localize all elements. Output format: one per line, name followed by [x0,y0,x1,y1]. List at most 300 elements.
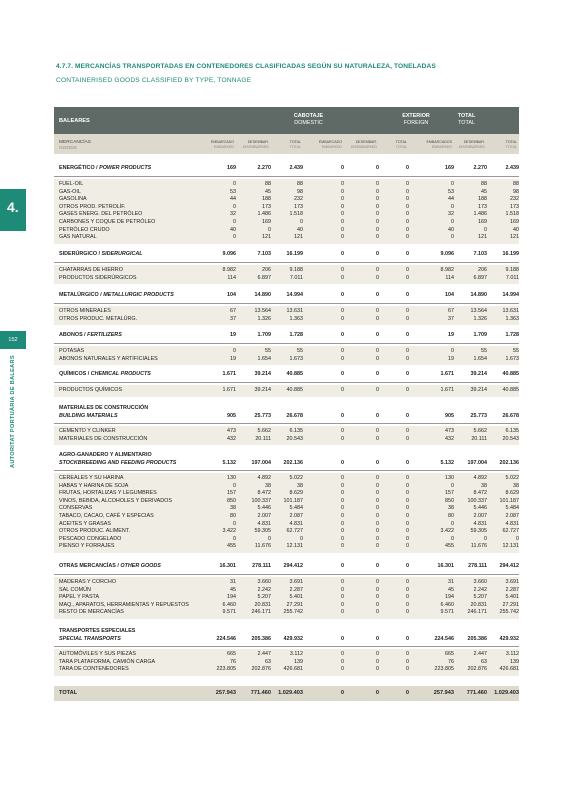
value-cell: 0 [341,635,344,642]
value-cell: 121 [262,234,271,241]
value-cell: 1.671 [440,387,454,393]
value-cell: 278.111 [468,563,487,569]
value-cell: 19 [230,332,236,338]
value-cell: 4.831 [257,520,271,527]
value-cell: 2.447 [257,651,271,657]
value-cell: 45 [265,188,271,195]
value-cell: 20.543 [286,435,303,442]
value-cell: 59.305 [254,528,271,535]
value-cell: 205.386 [467,635,487,642]
value-cell: 55 [297,348,303,354]
value-cell: 6.897 [473,274,487,281]
value-cell: 665 [445,651,454,657]
value-cell: 0 [341,475,344,481]
value-cell: 205.386 [251,635,271,642]
item-label: PRODUCTOS SIDERÚRGICOS [59,274,137,281]
value-cell: 0 [341,594,344,601]
value-cell: 0 [451,520,454,527]
value-cell: 0 [516,535,519,542]
value-cell: 0 [341,226,344,233]
value-cell: 20.831 [254,601,271,608]
table-row [54,587,519,595]
value-cell: 169 [262,219,271,225]
value-cell: 67 [448,308,454,314]
category-row [54,332,519,340]
value-cell: 0 [406,211,409,218]
value-cell: 39.214 [254,371,271,377]
value-cell: 0 [376,586,379,593]
value-cell: 100.337 [251,497,271,504]
value-cell: 0 [376,355,379,362]
value-cell: 0 [406,234,409,241]
value-cell: 7.103 [257,251,271,257]
value-cell: 0 [233,234,236,241]
value-cell: 0 [341,543,344,550]
value-cell: 2.087 [289,513,303,519]
value-cell: 1.363 [505,315,519,322]
value-cell: 905 [227,412,236,419]
value-cell: 2.447 [473,651,487,657]
value-cell: 0 [406,292,409,298]
row-label-en: GOODS [59,146,77,151]
value-cell: 26.678 [502,412,519,419]
value-cell: 0 [406,528,409,535]
value-cell: 0 [341,651,344,657]
value-cell: 432 [445,435,454,442]
value-cell: 13.631 [286,308,303,314]
value-cell: 0 [233,520,236,527]
column-header-en: DISEMBARKED [242,145,269,149]
column-header-en: DISEMBARKED [458,145,485,149]
category-divider [54,176,519,177]
value-cell: 1.728 [505,332,519,338]
value-cell: 12.131 [286,543,303,550]
value-cell: 1.363 [289,315,303,322]
table-row [54,536,519,544]
value-cell: 5.207 [257,594,271,601]
value-cell: 0 [376,308,379,314]
value-cell: 88 [265,181,271,187]
value-cell: 0 [376,505,379,512]
value-cell: 0 [341,219,344,225]
value-cell: 157 [445,490,454,497]
value-cell: 194 [445,594,454,601]
table-row [54,490,519,498]
total-row [54,686,519,701]
value-cell: 4.892 [473,475,487,481]
value-cell: 0 [376,267,379,273]
value-cell: 2.242 [257,586,271,593]
value-cell: 0 [376,482,379,489]
value-cell: 0 [406,355,409,362]
value-cell: 197.004 [467,459,487,466]
table-row [54,543,519,551]
value-cell: 9.188 [505,267,519,273]
value-cell: 130 [445,475,454,481]
category-label [59,628,135,643]
value-cell: 169 [445,165,454,171]
category-label-en: METALLURGIC PRODUCTS [103,292,174,298]
value-cell: 0 [406,165,409,171]
value-cell: 0 [341,292,344,298]
value-cell: 121 [478,234,487,241]
value-cell: 39.214 [470,371,487,377]
value-cell: 173 [294,203,303,210]
value-cell: 1.673 [505,355,519,362]
table-row [54,505,519,513]
value-cell: 169 [510,219,519,225]
value-cell: 5.207 [473,594,487,601]
value-cell: 45 [448,586,454,593]
item-label: HABAS Y HARINA DE SOJA [59,482,129,489]
value-cell: 0 [484,535,487,542]
value-cell: 0 [451,234,454,241]
value-cell: 39.214 [470,387,487,393]
value-cell: 157 [227,490,236,497]
value-cell: 19 [448,355,454,362]
value-cell: 0 [268,226,271,233]
total-value: 1.029.403 [278,690,303,696]
value-cell: 0 [341,586,344,593]
value-cell: 0 [451,181,454,187]
value-cell: 1.518 [505,211,519,218]
value-cell: 0 [406,459,409,466]
table-row [54,609,519,617]
value-cell: 455 [227,543,236,550]
value-cell: 224.546 [434,635,454,642]
value-cell: 44 [230,196,236,203]
value-cell: 0 [451,535,454,542]
value-cell: 20.111 [255,435,271,442]
value-cell: 0 [341,435,344,442]
value-cell: 0 [406,332,409,338]
value-cell: 6.135 [505,428,519,434]
value-cell: 232 [510,196,519,203]
value-cell: 0 [451,203,454,210]
total-value: 771.460 [466,690,487,696]
table-row [54,189,519,197]
table-row [54,659,519,667]
item-label: PAPEL Y PASTA [59,594,100,601]
value-cell: 0 [406,181,409,187]
table-row [54,316,519,324]
table-row [54,181,519,189]
value-cell: 1.671 [222,387,236,393]
category-row [54,371,519,379]
item-label: GAS NATURAL [59,234,97,241]
group-header-domestic [256,113,361,127]
value-cell: 2.007 [473,513,487,519]
value-cell: 19 [448,332,454,338]
value-cell: 0 [376,196,379,203]
value-cell: 223.805 [216,666,236,673]
value-cell: 0 [341,412,344,419]
value-cell: 0 [376,226,379,233]
category-divider [54,646,519,647]
value-cell: 169 [227,165,236,171]
item-label: PIENSO Y FORRAJES [59,543,115,550]
category-row [54,452,519,467]
column-header-es: DESEMBAR. [247,140,269,144]
value-cell: 202.136 [499,459,519,466]
category-row [54,628,519,643]
value-cell: 1.709 [257,332,271,338]
group-label-en: DOMESTIC [294,120,323,126]
value-cell: 455 [445,543,454,550]
value-cell: 3.660 [473,579,487,585]
table-row [54,356,519,364]
value-cell: 206 [262,267,271,273]
item-label: TABACO, CACAO, CAFÉ Y ESPECIAS [59,513,154,519]
value-cell: 278.111 [252,563,271,569]
value-cell: 0 [406,196,409,203]
group-label-es: EXTERIOR [402,113,430,119]
value-cell: 173 [510,203,519,210]
value-cell: 27.291 [502,601,519,608]
value-cell: 0 [376,412,379,419]
value-cell: 432 [227,435,236,442]
value-cell: 0 [376,666,379,673]
table-row [54,211,519,219]
column-header-es: TOTAL [505,140,517,144]
category-label [59,251,143,259]
value-cell: 0 [406,251,409,257]
value-cell: 255.742 [499,609,519,616]
value-cell: 0 [341,315,344,322]
item-label: TARA PLATAFORMA, CAMIÓN CARGA [59,658,156,665]
value-cell: 0 [406,475,409,481]
value-cell: 20.543 [502,435,519,442]
value-cell: 0 [376,332,379,338]
value-cell: 20.111 [471,435,487,442]
value-cell: 121 [294,234,303,241]
item-label: VINOS, BEBIDA, ALCOHOLES Y DERIVADOS [59,497,172,504]
value-cell: 0 [376,435,379,442]
total-value: 771.460 [250,690,271,696]
value-cell: 45 [230,586,236,593]
value-cell: 2.270 [473,165,487,171]
value-cell: 0 [341,535,344,542]
row-label-es: MERCANCÍAS [59,140,91,145]
table-row [54,498,519,506]
value-cell: 55 [265,348,271,354]
value-cell: 8.472 [257,490,271,497]
table-row [54,594,519,602]
value-cell: 13.564 [470,308,487,314]
chapter-number: 4. [7,199,19,215]
value-cell: 139 [510,658,519,665]
value-cell: 0 [406,412,409,419]
value-cell: 246.171 [467,609,487,616]
column-header-es: TOTAL [395,140,407,144]
value-cell: 98 [297,188,303,195]
value-cell: 88 [297,181,303,187]
table-row [54,475,519,483]
total-value: 0 [375,690,379,696]
value-cell: 0 [406,428,409,434]
total-value: 257.943 [433,690,454,696]
value-cell: 0 [376,475,379,481]
value-cell: 40.885 [286,371,303,377]
value-cell: 3.422 [440,528,454,535]
value-cell: 53 [448,188,454,195]
value-cell: 0 [406,308,409,314]
value-cell: 0 [233,535,236,542]
value-cell: 31 [448,579,454,585]
category-divider [54,303,519,304]
value-cell: 1.486 [473,211,487,218]
value-cell: 0 [376,543,379,550]
table-row [54,483,519,491]
value-cell: 45 [481,188,487,195]
value-cell: 0 [341,332,344,338]
column-header-en: TOTAL [289,145,301,149]
value-cell: 7.011 [505,274,519,281]
category-label [59,165,151,173]
value-cell: 40.885 [286,387,303,393]
category-label-es: ENERGÉTICO / [59,165,100,171]
item-label: ABONOS NATURALES Y ARTIFICIALES [59,355,158,362]
value-cell: 0 [406,219,409,225]
value-cell: 40 [448,226,454,233]
value-cell: 0 [406,513,409,519]
value-cell: 0 [406,520,409,527]
category-divider [54,574,519,575]
value-cell: 0 [376,203,379,210]
value-cell: 16.199 [286,251,303,257]
value-cell: 0 [376,651,379,657]
value-cell: 169 [478,219,487,225]
category-label-en: OTHER GOODS [120,563,161,569]
page-number: 152 [0,331,26,349]
value-cell: 232 [294,196,303,203]
value-cell: 80 [448,513,454,519]
table-row [54,267,519,275]
total-label: TOTAL [59,690,78,696]
value-cell: 0 [406,505,409,512]
value-cell: 2.242 [473,586,487,593]
table-row [54,387,519,395]
value-cell: 0 [233,482,236,489]
value-cell: 850 [445,497,454,504]
value-cell: 25.773 [254,412,271,419]
value-cell: 9.096 [440,251,454,257]
value-cell: 55 [513,348,519,354]
value-cell: 0 [341,513,344,519]
item-label: TARA DE CONTENEDORES [59,666,129,673]
value-cell: 1.326 [257,315,271,322]
value-cell: 0 [341,355,344,362]
value-cell: 3.691 [289,579,303,585]
value-cell: 0 [376,428,379,434]
total-value: 257.943 [215,690,236,696]
table-row [54,513,519,521]
value-cell: 0 [341,267,344,273]
value-cell: 101.187 [283,497,303,504]
value-cell: 0 [341,234,344,241]
table-row [54,436,519,444]
value-cell: 19 [230,355,236,362]
value-cell: 0 [376,292,379,298]
value-cell: 0 [341,308,344,314]
category-divider [54,470,519,471]
value-cell: 1.326 [473,315,487,322]
column-header [479,140,517,150]
item-label: GAS-OIL [59,188,81,195]
category-label-es: QUÍMICOS / [59,371,91,377]
value-cell: 0 [406,387,409,393]
value-cell: 0 [341,601,344,608]
value-cell: 0 [376,371,379,377]
value-cell: 14.890 [254,292,271,298]
column-header [304,140,342,150]
value-cell: 0 [341,196,344,203]
item-label: PETRÓLEO CRUDO [59,226,110,233]
value-cell: 173 [262,203,271,210]
value-cell: 0 [406,274,409,281]
column-header-es: EMBARCADO [318,140,342,144]
category-label-en: FERTILIZERS [87,332,122,338]
value-cell: 0 [406,490,409,497]
value-cell: 31 [230,579,236,585]
item-label: OTROS PROD. PETROLÍF. [59,203,126,210]
value-cell: 0 [376,181,379,187]
value-cell: 0 [406,535,409,542]
category-label-en: BUILDING MATERIALS [59,412,118,419]
value-cell: 5.446 [473,505,487,512]
column-header-en: EMBARKED [431,145,452,149]
value-cell: 0 [341,520,344,527]
item-label: AUTOMÓVILES Y SUS PIEZAS [59,651,136,657]
table-row [54,275,519,283]
value-cell: 0 [406,435,409,442]
category-label-en: STOCKBREEDING AND FEEDING PRODUCTS [59,459,177,466]
item-label: CONSERVAS [59,505,93,512]
value-cell: 80 [230,513,236,519]
value-cell: 44 [448,196,454,203]
value-cell: 12.131 [502,543,519,550]
value-cell: 206 [478,267,487,273]
group-label-en: TOTAL [458,120,475,126]
value-cell: 40 [513,226,519,233]
value-cell: 0 [376,594,379,601]
column-header-en: TOTAL [395,145,407,149]
table-row [54,528,519,536]
value-cell: 0 [376,490,379,497]
item-label: CEREALES Y SU HARINA [59,475,124,481]
value-cell: 194 [227,594,236,601]
column-header-en: EMBARKED [213,145,234,149]
value-cell: 5.132 [222,459,236,466]
value-cell: 40 [230,226,236,233]
value-cell: 2.007 [257,513,271,519]
category-label-en: POWER PRODUCTS [99,165,152,171]
value-cell: 7.011 [289,274,303,281]
value-cell: 38 [513,482,519,489]
item-label: OTROS MINERALES [59,308,111,314]
value-cell: 37 [448,315,454,322]
value-cell: 0 [406,594,409,601]
value-cell: 426.681 [499,666,519,673]
value-cell: 429.932 [499,635,519,642]
value-cell: 224.546 [216,635,236,642]
value-cell: 13.564 [254,308,271,314]
value-cell: 40.885 [502,387,519,393]
item-label: CEMENTO Y CLINKER [59,428,116,434]
value-cell: 0 [341,563,344,569]
table-row [54,348,519,356]
chapter-tab [0,189,26,231]
